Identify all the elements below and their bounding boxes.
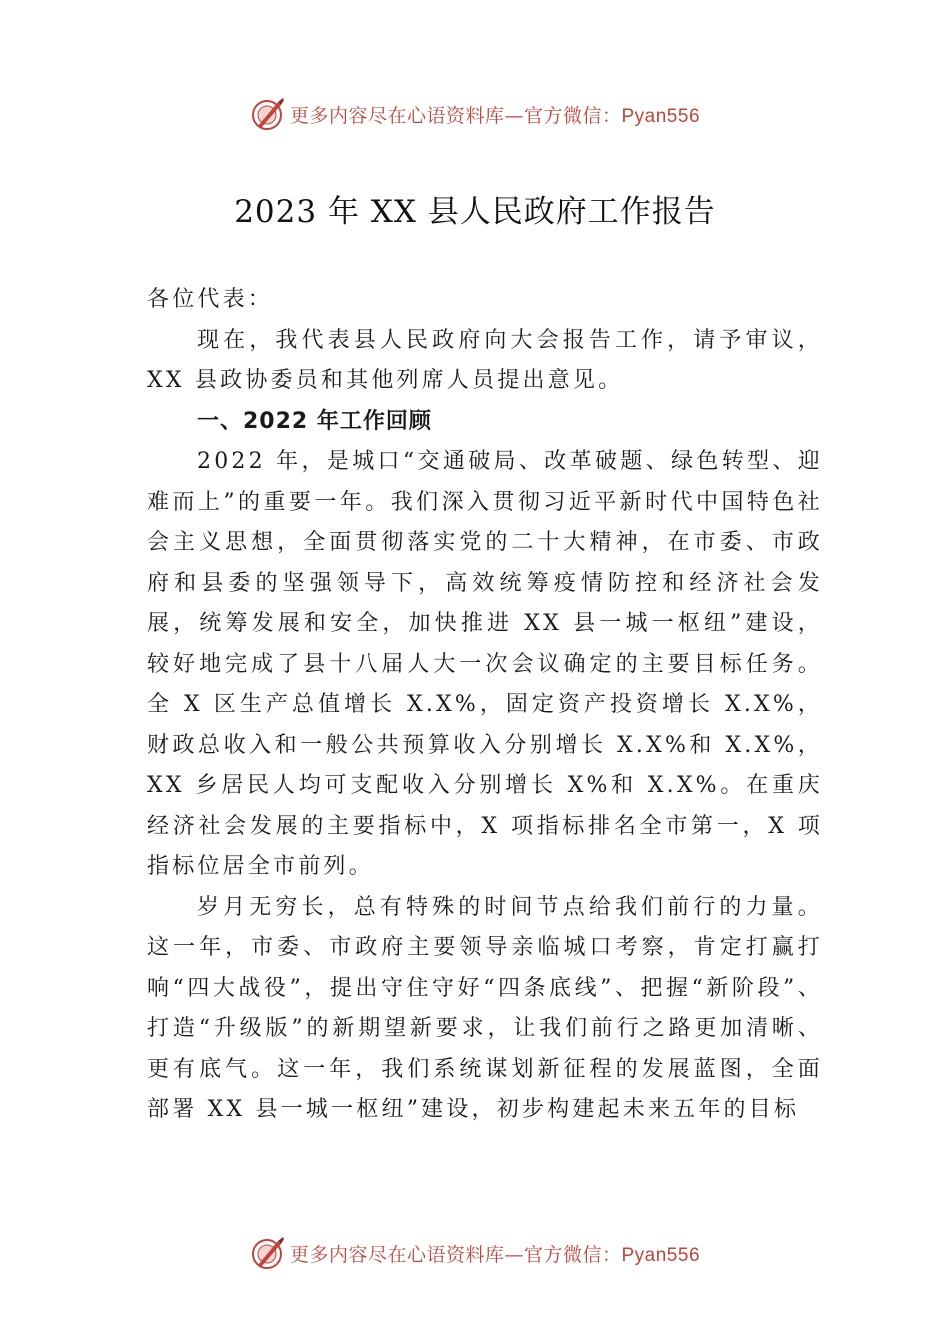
section-heading: 一、2022 年工作回顾 bbox=[197, 408, 432, 434]
salutation: 各位代表： bbox=[147, 287, 274, 312]
wechat-id: Pyan556 bbox=[621, 105, 701, 127]
footer-banner bbox=[0, 1233, 950, 1273]
document-body bbox=[147, 280, 823, 1131]
wechat-id: Pyan556 bbox=[621, 1244, 701, 1266]
pen-logo-icon bbox=[250, 96, 286, 132]
document-title: 2023 年 XX 县人民政府工作报告 bbox=[234, 194, 716, 230]
pen-logo-icon bbox=[250, 1235, 286, 1271]
intro-paragraph: 现在，我代表县人民政府向大会报告工作，请予审议，XX 县政协委员和其他列席人员提出意见。 bbox=[147, 327, 823, 393]
header-banner bbox=[0, 94, 950, 134]
banner-text: 更多内容尽在心语资料库—官方微信：Pyan556 bbox=[289, 1243, 701, 1266]
body-paragraph-2: 岁月无穷长，总有特殊的时间节点给我们前行的力量。这一年，市委、市政府主要领导亲临城口考察，肯定打赢打响“四大战役”，提出守住守好“四条底线”、把握“新阶段”、打造“升级版”的新期望新要求，让我们前行之路更加清晰、更有底气。这一年，我们系统谋划新征程的发展蓝图，全面部署 XX 县一城一枢纽”建设，初步构建起未来五年的目标 bbox=[147, 894, 823, 1122]
body-paragraph-1: 2022 年，是城口“交通破局、改革破题、绿色转型、迎难而上”的重要一年。我们深入贯彻习近平新时代中国特色社会主义思想，全面贯彻落实党的二十大精神，在市委、市政府和县委的坚强领导下，高效统筹疫情防控和经济社会发展，统筹发展和安全，加快推进 XX 县一城一枢纽”建设， 较好地完成了县十八届人大一次会议确定的主要目标任务。 全 X 区生产总值增长 X.X%，固定资产投资增长 X.X%，财政总收入和一般公共预算收入分别增长 X.X%和 X.X%，XX 乡居民人均可支配收入分别增长 X%和 X.X%。在重庆经济社会发展的主要指标中，X 项指标排名全市第一，X 项指标位居全市前列。 bbox=[147, 449, 823, 879]
banner-text: 更多内容尽在心语资料库—官方微信：Pyan556 bbox=[289, 104, 701, 127]
